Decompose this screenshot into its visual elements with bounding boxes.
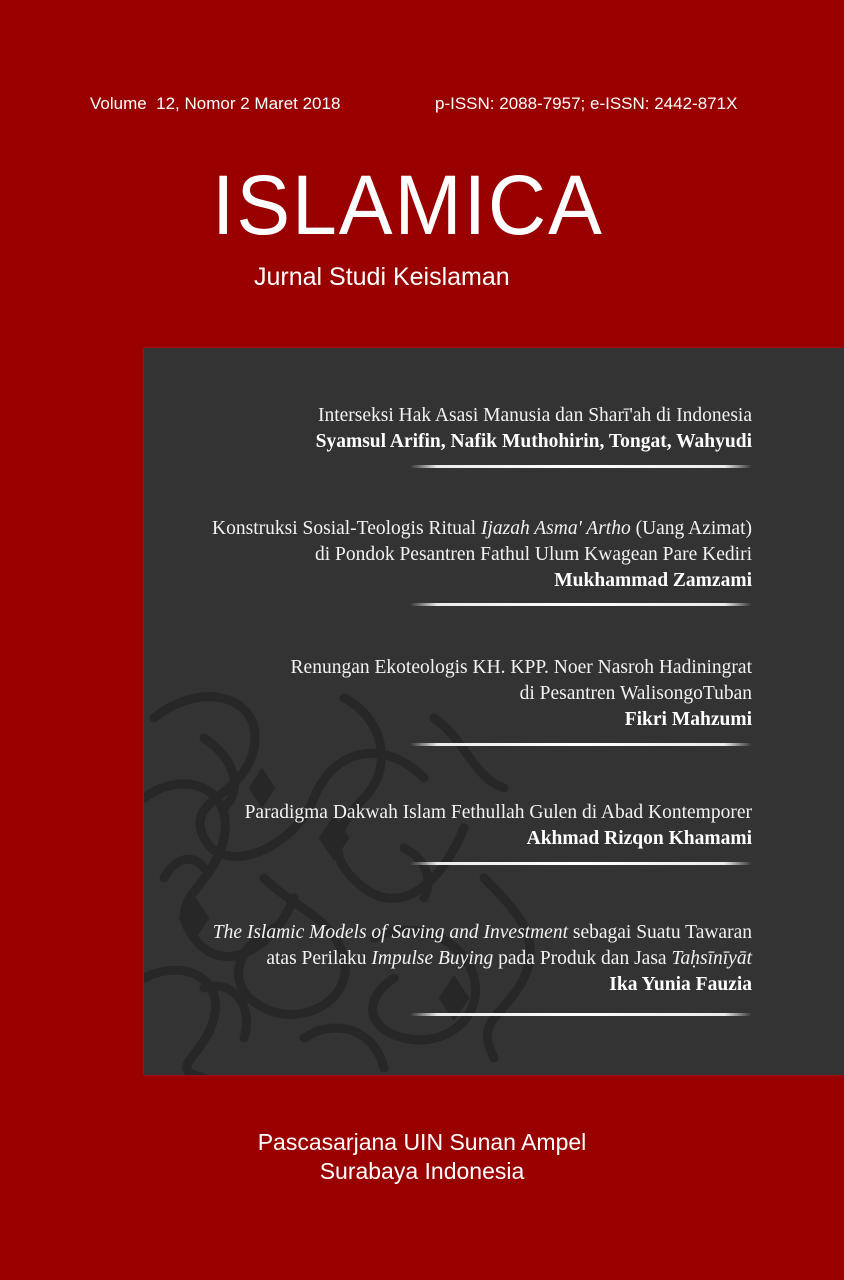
article-entry <box>213 920 752 998</box>
article-authors: Ika Yunia Fauzia <box>609 974 752 995</box>
issn-info: p-ISSN: 2088-7957; e-ISSN: 2442-871X <box>435 94 738 113</box>
article-divider <box>410 862 752 865</box>
article-entry <box>291 655 752 733</box>
article-entry <box>245 800 752 852</box>
article-title-text: atas Perilaku <box>266 948 372 969</box>
publisher-location: Surabaya Indonesia <box>319 1158 525 1184</box>
journal-subtitle: Jurnal Studi Keislaman <box>254 263 510 291</box>
article-authors: Akhmad Rizqon Khamami <box>526 828 752 849</box>
volume-info: Volume 12, Nomor 2 Maret 2018 <box>90 94 341 113</box>
article-title <box>212 542 752 568</box>
article-title-text: Paradigma Dakwah Islam Fethullah Gulen di Abad Kontemporer <box>244 802 752 823</box>
article-title <box>213 920 752 946</box>
article-divider <box>410 465 752 468</box>
article-title-text: Konstruksi Sosial-Teologis Ritual <box>212 518 481 539</box>
article-title <box>213 946 752 972</box>
article-entry <box>316 403 752 455</box>
article-title-italic: Taḥsīnīyāt <box>671 948 752 969</box>
article-title-text: sebagai Suatu Tawaran <box>567 922 752 943</box>
article-title-italic: The Islamic Models of Saving and Investment <box>212 922 568 943</box>
article-title <box>291 655 752 681</box>
publisher-block <box>0 1128 844 1186</box>
article-authors: Fikri Mahzumi <box>624 709 752 730</box>
article-divider <box>410 743 752 746</box>
article-title-italic: Impulse Buying <box>371 948 494 969</box>
article-title-text: di Pondok Pesantren Fathul Ulum Kwagean Pare Kediri <box>314 544 752 565</box>
article-title <box>291 681 752 707</box>
article-title <box>245 800 752 826</box>
article-entry <box>212 516 752 594</box>
article-divider <box>410 603 752 606</box>
article-title <box>212 516 752 542</box>
article-title <box>316 403 752 429</box>
article-title-text: (Uang Azimat) <box>630 518 752 539</box>
article-authors: Mukhammad Zamzami <box>554 570 752 591</box>
article-divider <box>410 1013 752 1016</box>
article-title-text: Renungan Ekoteologis KH. KPP. Noer Nasroh Hadiningrat <box>290 657 752 678</box>
article-title-text: Interseksi Hak Asasi Manusia dan Sharī'ah di Indonesia <box>317 405 752 426</box>
article-authors: Syamsul Arifin, Nafik Muthohirin, Tongat, Wahyudi <box>315 431 752 452</box>
article-title-text: pada Produk dan Jasa <box>493 948 672 969</box>
journal-title: ISLAMICA <box>212 158 604 252</box>
publisher-name: Pascasarjana UIN Sunan Ampel <box>257 1129 587 1155</box>
article-title-italic: Ijazah Asma' Artho <box>480 518 631 539</box>
article-title-text: di Pesantren WalisongoTuban <box>519 683 752 704</box>
